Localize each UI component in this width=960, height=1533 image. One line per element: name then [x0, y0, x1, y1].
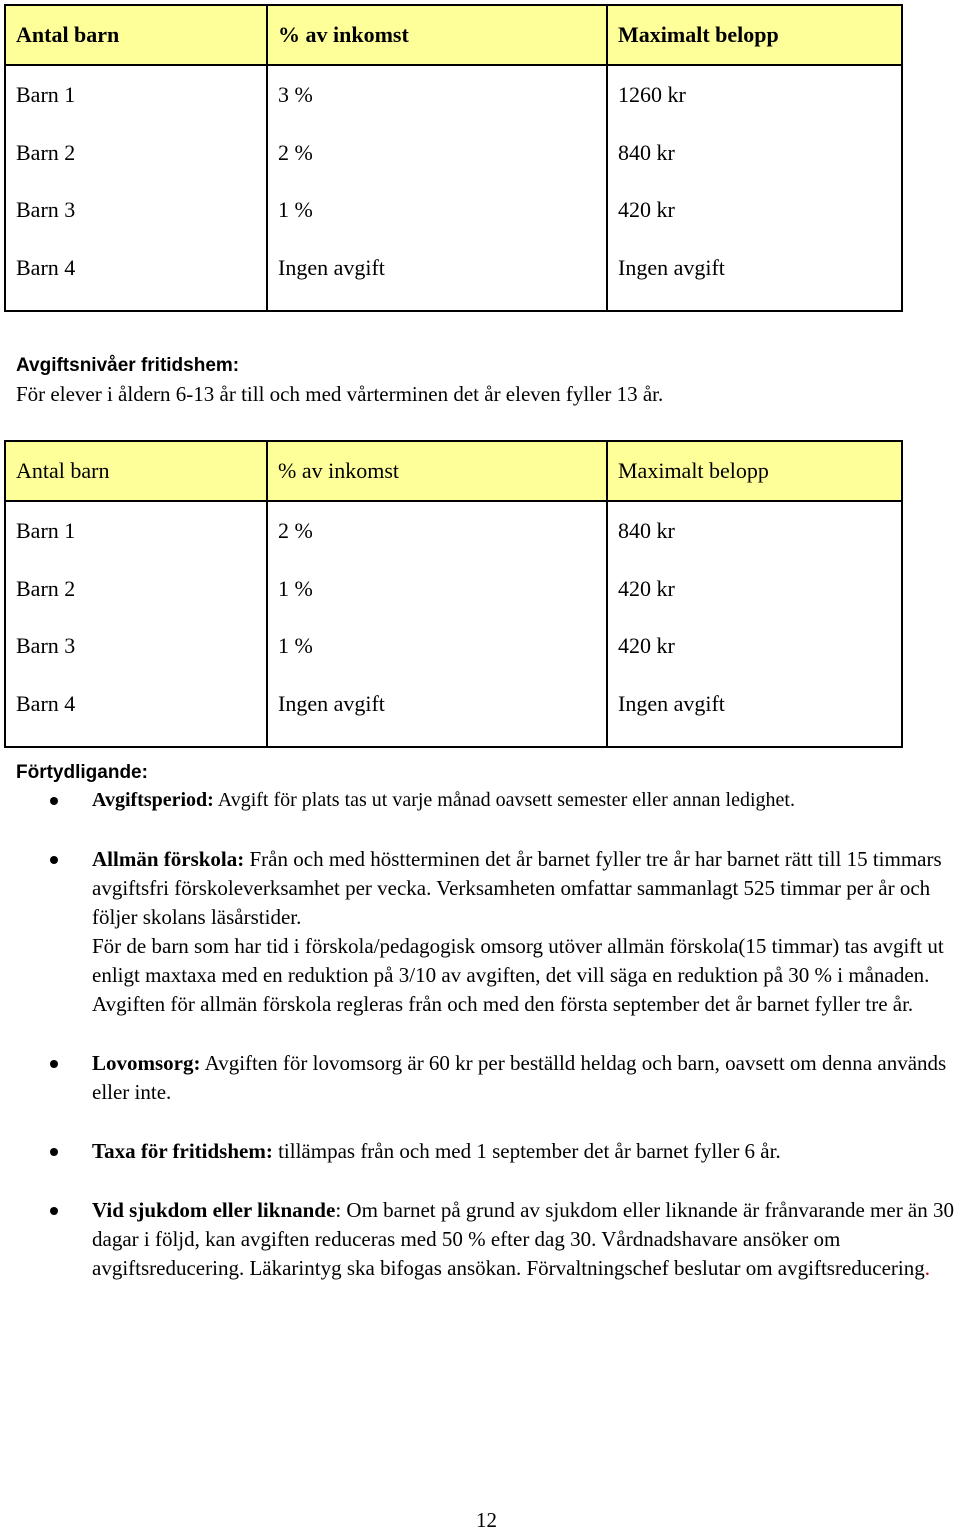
table-header-row: [5, 5, 902, 65]
bullet-icon: [50, 1148, 58, 1156]
cell-antal-barn: Barn 2: [5, 560, 267, 618]
table-row: [5, 239, 902, 312]
bullet-icon: [50, 856, 58, 864]
list-item: [50, 1049, 960, 1107]
item-text: Avgiften för lovomsorg är 60 kr per beställd heldag och barn, oavsett om denna används eller inte.: [92, 1051, 947, 1104]
cell-belopp: 420 kr: [607, 560, 902, 618]
cell-antal-barn: Barn 1: [5, 501, 267, 560]
cell-belopp: 840 kr: [607, 124, 902, 182]
cell-procent: 1 %: [267, 617, 607, 675]
list-item: [50, 786, 960, 815]
item-text: Avgift för plats tas ut varje månad oavsett semester eller annan ledighet.: [213, 789, 795, 811]
fee-table-forskola: [4, 4, 903, 312]
fritidshem-intro: För elever i åldern 6-13 år till och med vårterminen det år eleven fyller 13 år.: [16, 382, 664, 406]
item-text: tillämpas från och med 1 september det år barnet fyller 6 år.: [272, 1139, 781, 1163]
fortydligande-heading: Förtydligande:: [16, 762, 148, 783]
list-item: [50, 1196, 960, 1283]
bullet-icon: [50, 1207, 58, 1215]
header-procent-inkomst: % av inkomst: [267, 5, 607, 65]
cell-procent: Ingen avgift: [267, 239, 607, 312]
header-antal-barn: Antal barn: [5, 441, 267, 501]
header-maximalt-belopp: Maximalt belopp: [607, 441, 902, 501]
cell-belopp: 420 kr: [607, 181, 902, 239]
header-procent-inkomst: % av inkomst: [267, 441, 607, 501]
item-text: Från och med höstterminen det år barnet fyller tre år har barnet rätt till 15 timmars avgiftsfri förskoleverksamhet per vecka. Verksamheten omfattar sammanlagt 525 timmar per år och följer skolans läsårstider.: [92, 847, 942, 929]
cell-procent: 1 %: [267, 560, 607, 618]
item-text: : Om barnet på grund av sjukdom eller liknande är frånvarande mer än 30 dagar i följd, kan avgiften reduceras med 50 % efter dag 30. Vårdnadshavare ansöker om avgiftsreducering. Läkarintyg ska bifogas ansökan. Förvaltningschef beslutar om avgiftsreducering: [92, 1198, 955, 1280]
cell-antal-barn: Barn 3: [5, 617, 267, 675]
fortydligande-list: [50, 786, 960, 1283]
table-row: [5, 617, 902, 675]
cell-procent: 2 %: [267, 124, 607, 182]
table-header-row: [5, 441, 902, 501]
cell-antal-barn: Barn 4: [5, 239, 267, 312]
fritidshem-heading: Avgiftsnivåer fritidshem:: [16, 355, 240, 376]
cell-belopp: 1260 kr: [607, 65, 902, 124]
header-antal-barn: Antal barn: [5, 5, 267, 65]
item-label: Taxa för fritidshem:: [92, 1139, 273, 1163]
item-text-continued: För de barn som har tid i förskola/pedagogisk omsorg utöver allmän förskola(15 timmar) tas avgift ut enligt maxtaxa med en reduktion på 3/10 av avgiften, det vill säga en reduktion på 30 % i månaden. Avgiften för allmän förskola regleras från och med den första september det år barnet fyller tre år.: [92, 934, 944, 1016]
header-maximalt-belopp: Maximalt belopp: [607, 5, 902, 65]
table-row: [5, 65, 902, 124]
bullet-icon: [50, 1060, 58, 1068]
table-row: [5, 124, 902, 182]
table-row: [5, 560, 902, 618]
cell-procent: 3 %: [267, 65, 607, 124]
cell-antal-barn: Barn 4: [5, 675, 267, 748]
table-row: [5, 675, 902, 748]
cell-procent: Ingen avgift: [267, 675, 607, 748]
table-row: [5, 181, 902, 239]
item-label: Avgiftsperiod:: [92, 789, 214, 811]
fee-table-fritidshem: [4, 440, 903, 748]
item-label: Vid sjukdom eller liknande: [92, 1198, 336, 1222]
cell-belopp: Ingen avgift: [607, 239, 902, 312]
cell-antal-barn: Barn 3: [5, 181, 267, 239]
cell-belopp: 840 kr: [607, 501, 902, 560]
cell-procent: 2 %: [267, 501, 607, 560]
table-row: [5, 501, 902, 560]
cell-procent: 1 %: [267, 181, 607, 239]
cell-belopp: Ingen avgift: [607, 675, 902, 748]
item-text-end: .: [924, 1256, 931, 1280]
list-item: [50, 1137, 960, 1166]
cell-antal-barn: Barn 1: [5, 65, 267, 124]
item-label: Lovomsorg:: [92, 1051, 201, 1075]
list-item: [50, 845, 960, 1019]
cell-belopp: 420 kr: [607, 617, 902, 675]
cell-antal-barn: Barn 2: [5, 124, 267, 182]
item-label: Allmän förskola:: [92, 847, 245, 871]
page-number: 12: [476, 1508, 497, 1532]
bullet-icon: [50, 797, 58, 805]
